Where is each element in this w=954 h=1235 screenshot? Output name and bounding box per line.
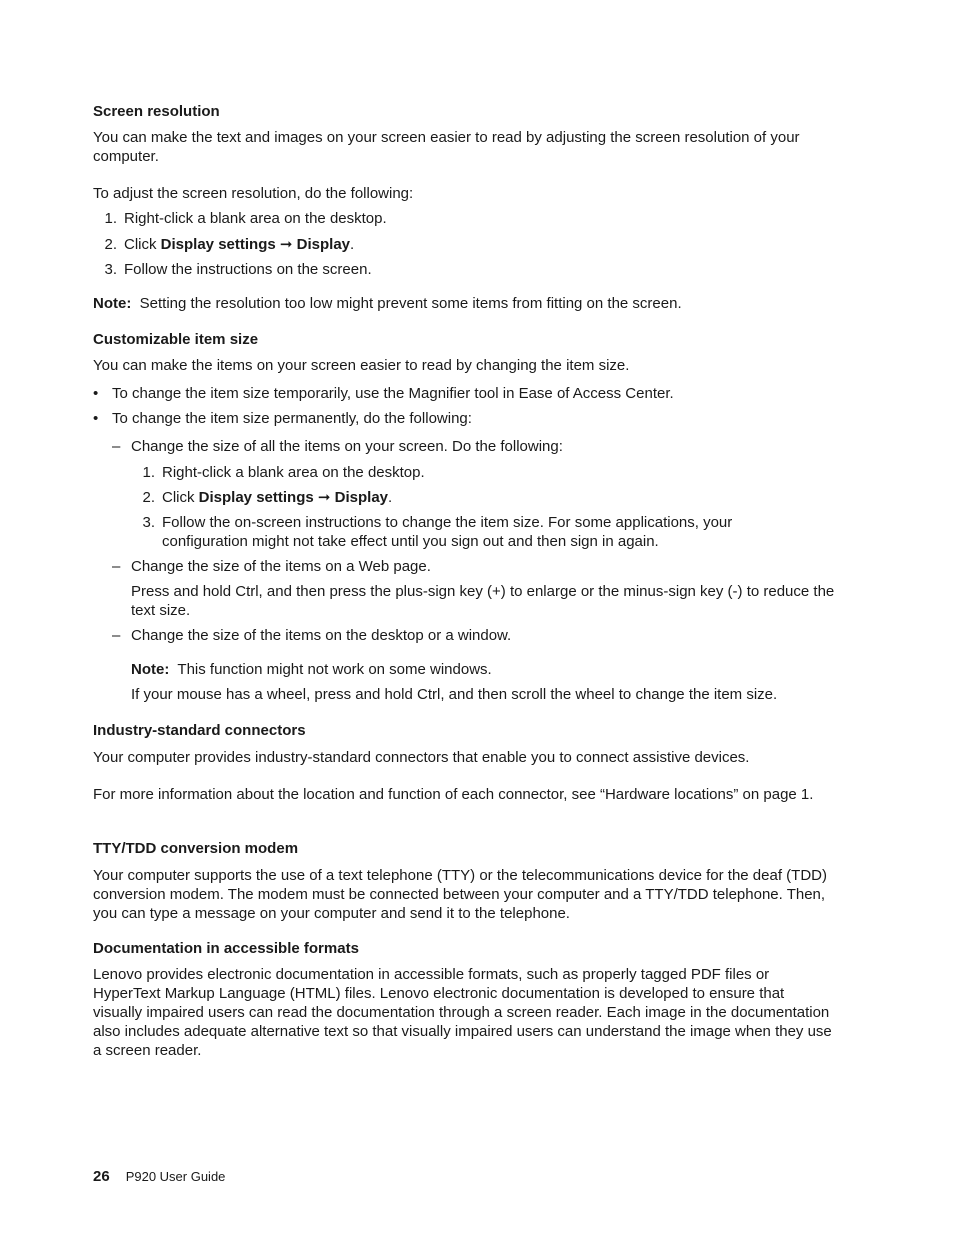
sub2-detail: Press and hold Ctrl, and then press the plus-sign key (+) to enlarge or the minus-sign key (-) to reduce the text size. bbox=[131, 583, 835, 619]
list-text bbox=[162, 488, 392, 507]
list-text: To change the item size temporarily, use the Magnifier tool in Ease of Access Center. bbox=[112, 385, 674, 402]
note bbox=[93, 294, 835, 313]
list-text: Right-click a blank area on the desktop. bbox=[124, 210, 387, 227]
list-text: Change the size of all the items on your screen. Do the following: bbox=[131, 438, 563, 455]
guide-title: P920 User Guide bbox=[125, 1169, 226, 1184]
list-text: Right-click a blank area on the desktop. bbox=[162, 464, 425, 481]
heading-screen-resolution: Screen resolution bbox=[93, 103, 220, 120]
page-footer bbox=[93, 1167, 225, 1186]
item-size-intro: You can make the items on your screen easier to read by changing the item size. bbox=[93, 357, 630, 374]
dash-icon: – bbox=[112, 627, 121, 644]
connectors-paragraph-2: For more information about the location and function of each connector, see “Hardware locations” on page 1. bbox=[93, 786, 814, 803]
list-number: 2. bbox=[104, 236, 117, 253]
tty-paragraph: Your computer supports the use of a text telephone (TTY) or the telecommunications device for the deaf (TDD) conversion modem. The modem must be connected between your computer and a TTY/TDD telephone. Then, you can type a message on your computer and send it to the telephone. bbox=[93, 867, 827, 922]
sub3-detail: If your mouse has a wheel, press and hold Ctrl, and then scroll the wheel to change the item size. bbox=[131, 686, 778, 703]
arrow-right-icon: ➞ bbox=[279, 236, 293, 253]
bullet-icon: • bbox=[93, 410, 99, 427]
list-text: Change the size of the items on the desktop or a window. bbox=[131, 627, 512, 644]
screen-resolution-intro: You can make the text and images on your screen easier to read by adjusting the screen resolution of your computer. bbox=[93, 129, 800, 165]
text-run: Click bbox=[162, 489, 199, 506]
heading-tty-tdd-modem: TTY/TDD conversion modem bbox=[93, 840, 299, 857]
list-number: 3. bbox=[142, 514, 155, 531]
list-text: Follow the on-screen instructions to change the item size. For some applications, your configuration might not take effect until you sign out and then sign in again. bbox=[162, 514, 733, 550]
page-number: 26 bbox=[93, 1168, 110, 1185]
list-text: Follow the instructions on the screen. bbox=[124, 261, 372, 278]
arrow-right-icon: ➞ bbox=[317, 489, 331, 506]
menu-path-display: Display bbox=[334, 489, 388, 506]
text-run: . bbox=[350, 236, 355, 253]
note-label: Note: bbox=[131, 661, 170, 678]
connectors-paragraph-1: Your computer provides industry-standard connectors that enable you to connect assistive devices. bbox=[93, 749, 750, 766]
dash-icon: – bbox=[112, 558, 121, 575]
list-number: 1. bbox=[142, 464, 155, 481]
note bbox=[131, 660, 835, 679]
menu-path-display-settings: Display settings bbox=[160, 236, 276, 253]
bullet-icon: • bbox=[93, 385, 99, 402]
list-number: 1. bbox=[104, 210, 117, 227]
heading-accessible-documentation: Documentation in accessible formats bbox=[93, 940, 359, 957]
heading-customizable-item-size: Customizable item size bbox=[93, 331, 259, 348]
screen-resolution-lead: To adjust the screen resolution, do the following: bbox=[93, 185, 414, 202]
note-text: This function might not work on some windows. bbox=[177, 661, 492, 678]
dash-icon: – bbox=[112, 438, 121, 455]
list-text bbox=[124, 235, 354, 254]
list-number: 2. bbox=[142, 489, 155, 506]
text-run: Click bbox=[124, 236, 161, 253]
menu-path-display: Display bbox=[296, 236, 350, 253]
docs-paragraph: Lenovo provides electronic documentation in accessible formats, such as properly tagged PDF files or HyperText Markup Language (HTML) files. Lenovo electronic documentation is developed to ensure that visually impaired users can read the documentation through a screen reader. Each image in the documentation also includes adequate alternative text so that visually impaired users can understand the image when they use a screen reader. bbox=[93, 966, 832, 1059]
note-text: Setting the resolution too low might prevent some items from fitting on the screen. bbox=[139, 295, 682, 312]
menu-path-display-settings: Display settings bbox=[198, 489, 314, 506]
list-text: Change the size of the items on a Web page. bbox=[131, 558, 431, 575]
text-run: . bbox=[388, 489, 393, 506]
list-text: To change the item size permanently, do the following: bbox=[112, 410, 472, 427]
list-number: 3. bbox=[104, 261, 117, 278]
note-label: Note: bbox=[93, 295, 132, 312]
heading-industry-standard-connectors: Industry-standard connectors bbox=[93, 722, 306, 739]
